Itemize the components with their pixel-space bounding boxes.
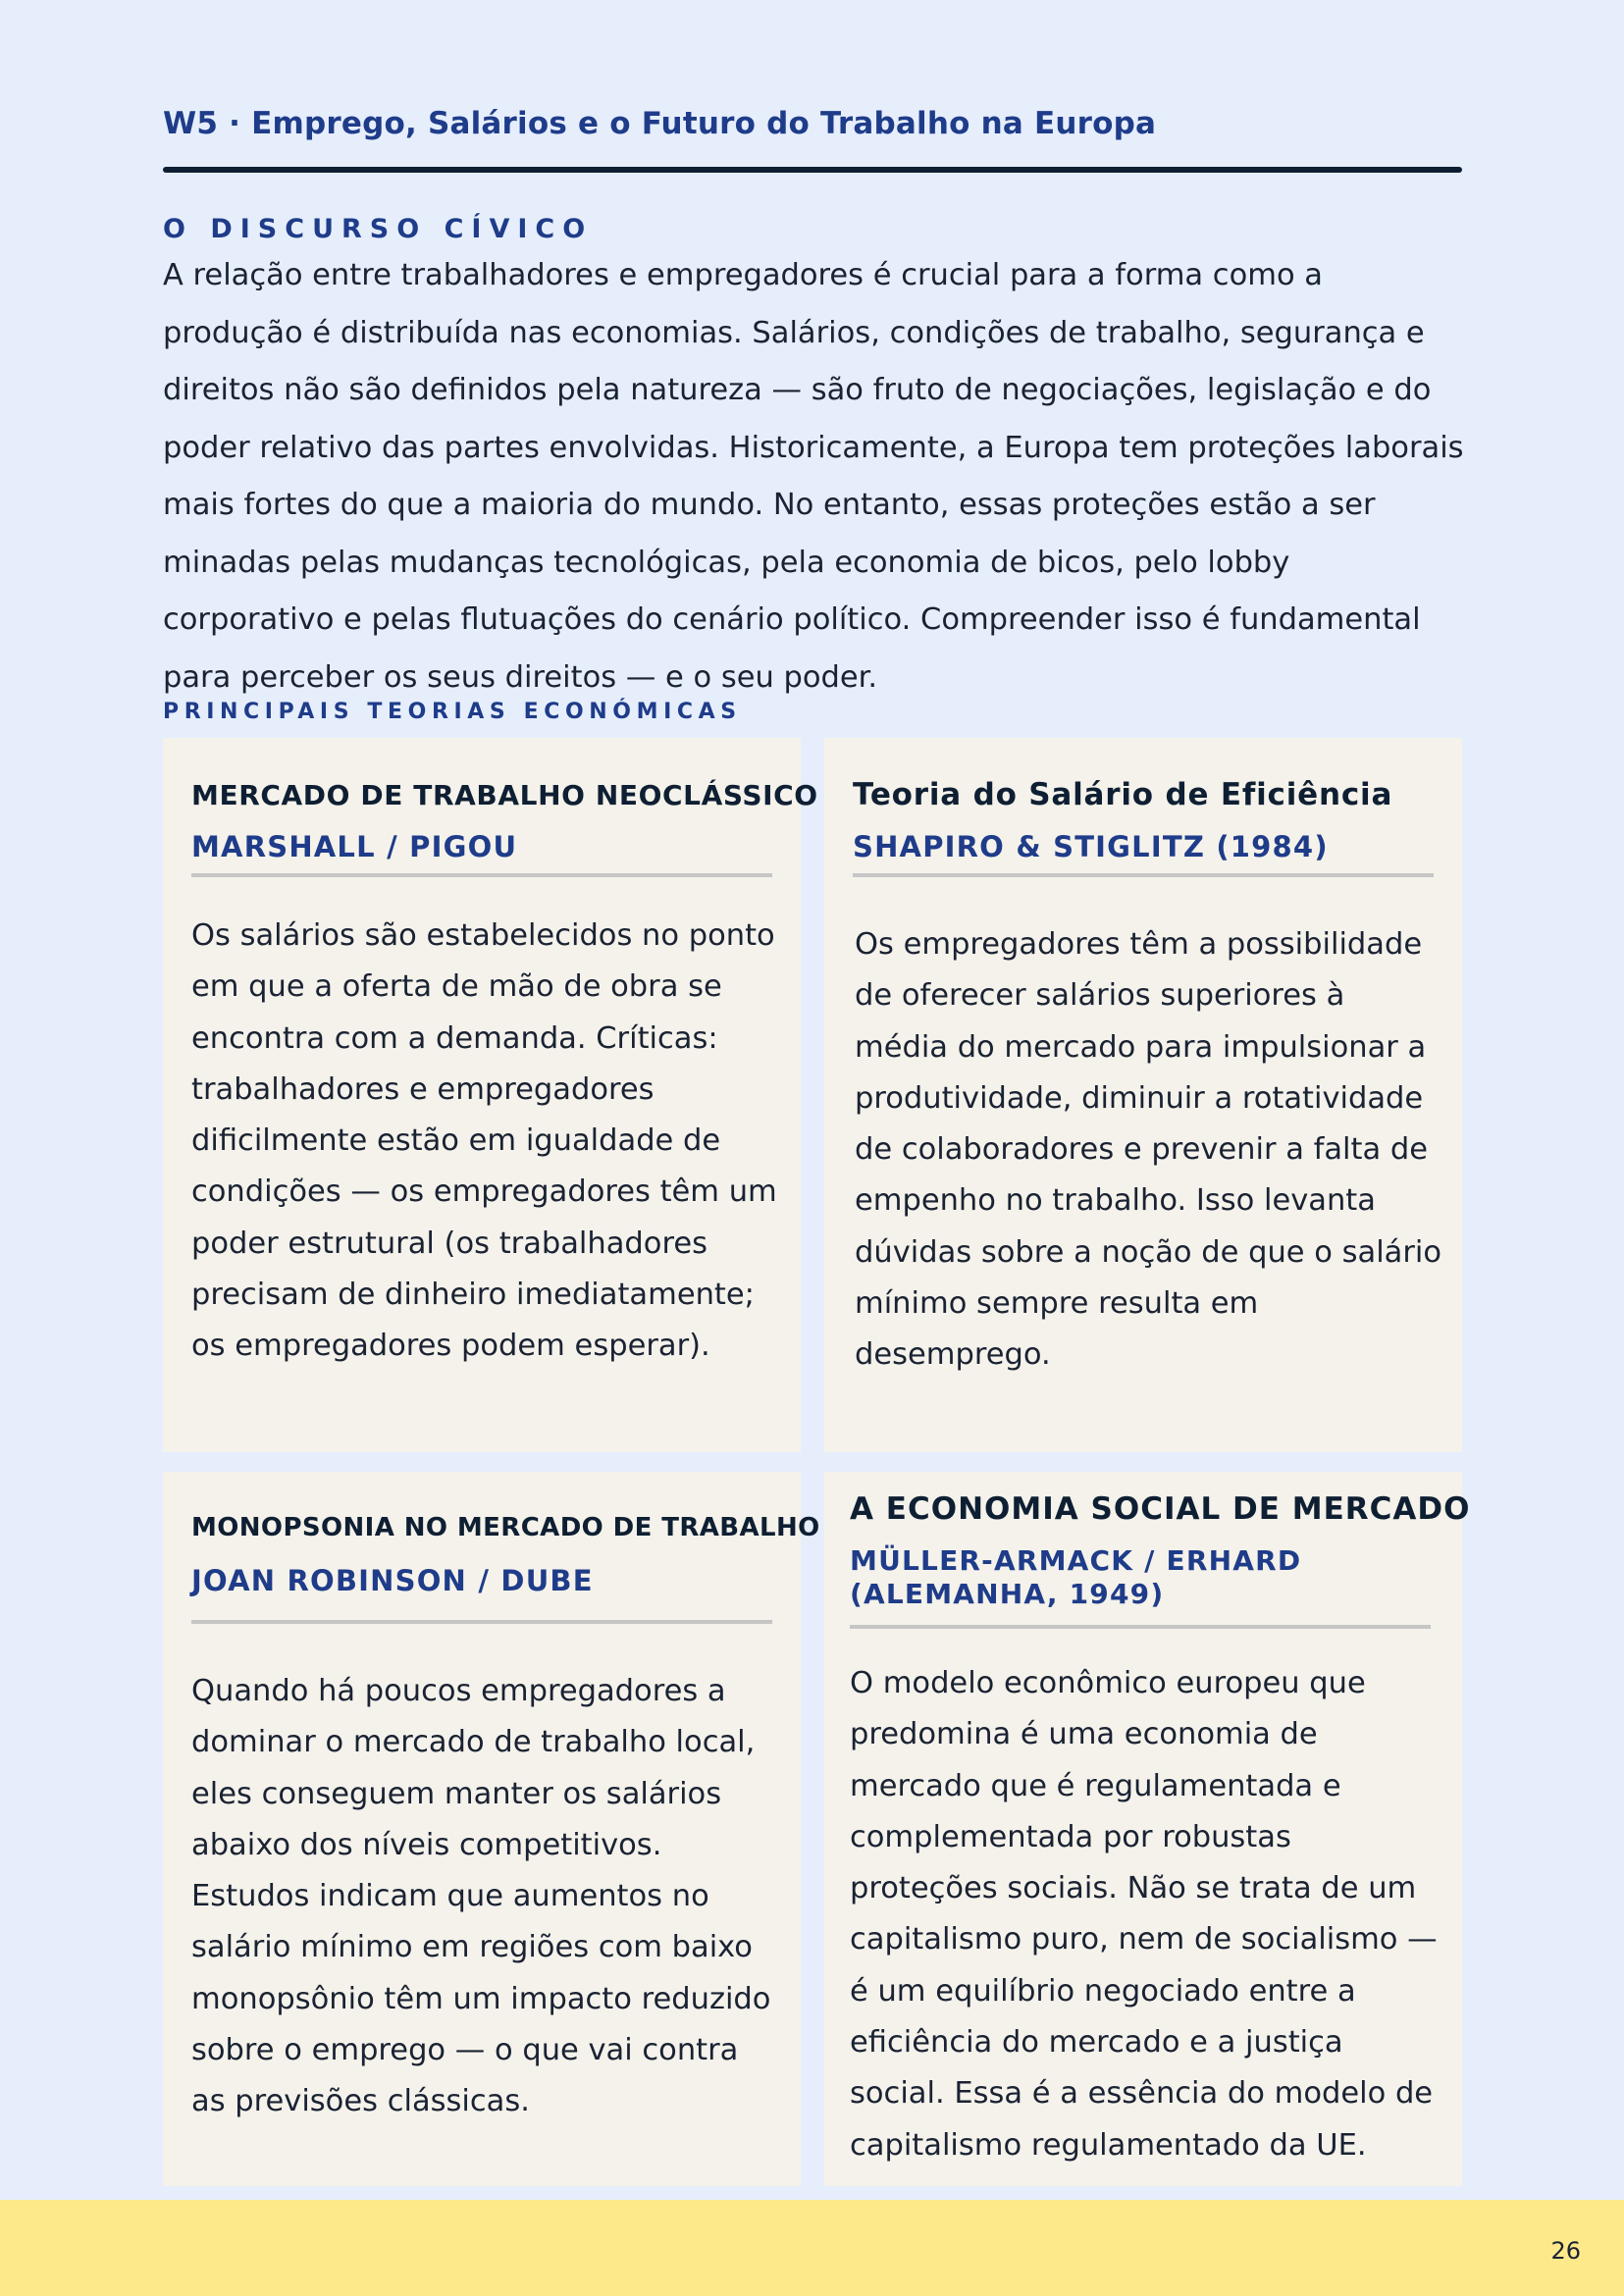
card-divider xyxy=(191,1620,772,1624)
theory-card-efficiency-wage xyxy=(824,738,1462,1452)
card-author: JOAN ROBINSON / DUBE xyxy=(191,1564,594,1597)
card-body: Os salários são estabelecidos no ponto em que a oferta de mão de obra se encontra com a demanda. Críticas: trabalhadores e empregadores dificilmente estão em igualdade de condições — os empregadores têm um poder estrutural (os trabalhadores precisam de dinheiro imediatamente; os empregadores podem esperar). xyxy=(191,918,777,1364)
theory-card-neoclassical xyxy=(163,738,818,1452)
footer-band xyxy=(0,2200,1624,2296)
page-number: 26 xyxy=(1550,2237,1581,2265)
card-divider xyxy=(191,873,772,877)
card-divider xyxy=(850,1625,1431,1629)
theory-card-monopsony xyxy=(163,1472,820,2186)
card-title: Teoria do Salário de Eficiência xyxy=(853,777,1393,812)
card-title: A ECONOMIA SOCIAL DE MERCADO xyxy=(850,1491,1471,1527)
card-body: Os empregadores têm a possibilidade de oferecer salários superiores à média do mercado para impulsionar a produtividade, diminuir a rotatividade de colaboradores e prevenir a falta de empenho no trabalho. Isso levanta dúvidas sobre a noção de que o salário mínimo sempre resulta em desemprego. xyxy=(855,927,1442,1373)
theory-card-social-market xyxy=(824,1472,1471,2186)
card-title: MONOPSONIA NO MERCADO DE TRABALHO xyxy=(191,1513,820,1542)
header-rule xyxy=(163,167,1462,173)
theories-kicker: PRINCIPAIS TEORIAS ECONÓMICAS xyxy=(163,700,742,724)
card-author: MARSHALL / PIGOU xyxy=(191,830,518,863)
card-author: SHAPIRO & STIGLITZ (1984) xyxy=(853,830,1329,863)
card-body: O modelo econômico europeu que predomina é uma economia de mercado que é regulamentada e complementada por robustas proteções sociais. Não se trata de um capitalismo puro, nem de socialismo — é um equilíbrio negociado entre a eficiência do mercado e a justiça social. Essa é a essência do modelo de capitalismo regulamentado da UE. xyxy=(850,1666,1438,2163)
card-body: Quando há poucos empregadores a dominar o mercado de trabalho local, eles conseguem manter os salários abaixo dos níveis competitivos. Estudos indicam que aumentos no salário mínimo em regiões com baixo monopsônio têm um impacto reduzido sobre o emprego — o que vai contra as previsões clássicas. xyxy=(191,1674,771,2119)
card-divider xyxy=(853,873,1434,877)
card-author: MÜLLER-ARMACK / ERHARD (ALEMANHA, 1949) xyxy=(850,1544,1302,1610)
card-title: MERCADO DE TRABALHO NEOCLÁSSICO xyxy=(191,779,818,811)
section-kicker: O DISCURSO CÍVICO xyxy=(163,214,594,244)
intro-paragraph: A relação entre trabalhadores e empregadores é crucial para a forma como a produção é distribuída nas economias. Salários, condições de trabalho, segurança e direitos não são definidos pela natureza — são fruto de negociações, legislação e do poder relativo das partes envolvidas. Historicamente, a Europa tem proteções laborais mais fortes do que a maioria do mundo. No entanto, essas proteções estão a ser minadas pelas mudanças tecnológicas, pela economia de bicos, pelo lobby corporativo e pelas flutuações do cenário político. Compreender isso é fundamental para perceber os seus direitos — e o seu poder. xyxy=(163,258,1464,695)
running-header: W5 · Emprego, Salários e o Futuro do Trabalho na Europa xyxy=(163,106,1157,141)
